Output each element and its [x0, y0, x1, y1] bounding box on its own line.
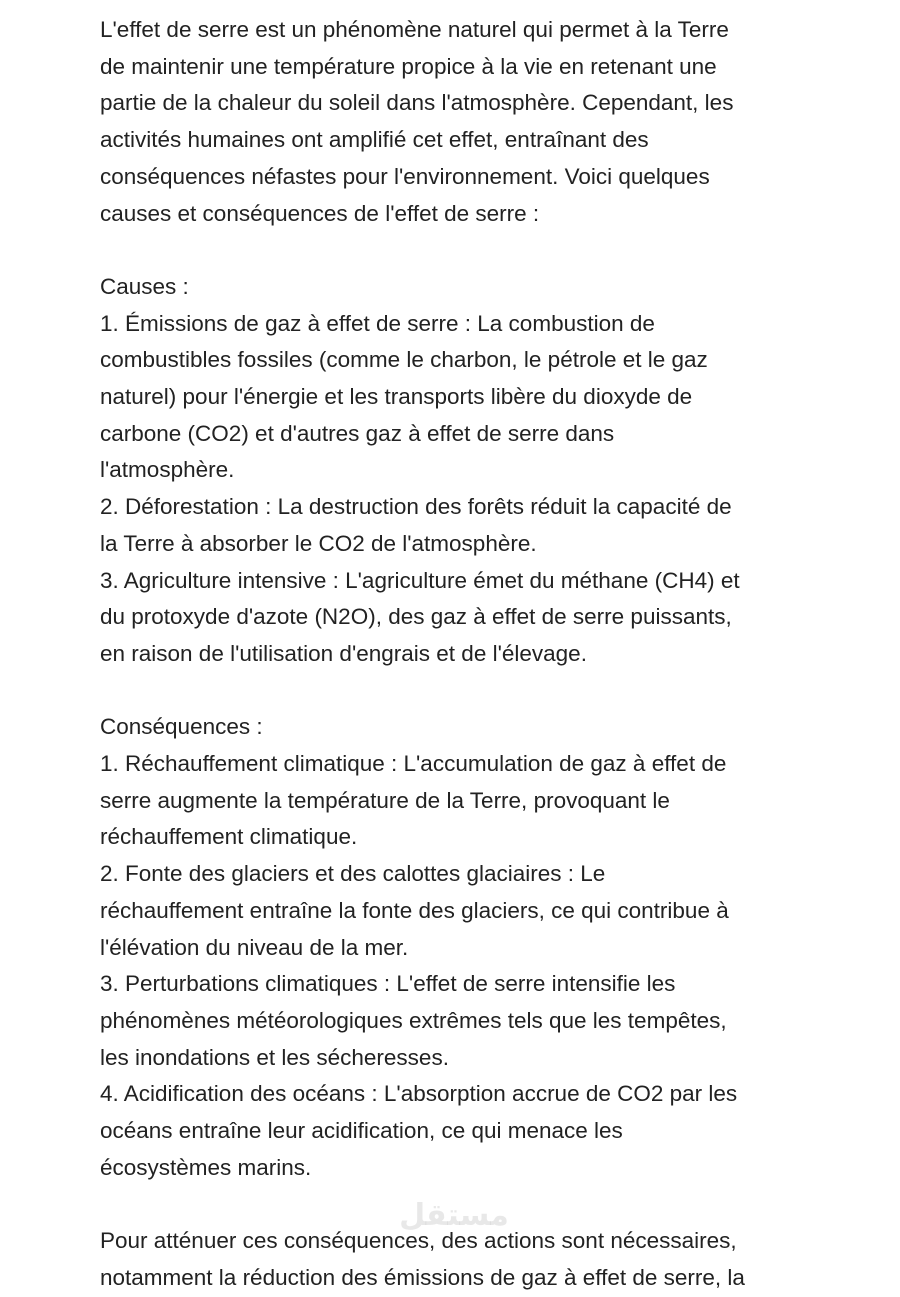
text-line: l'élévation du niveau de la mer.	[100, 934, 409, 960]
causes-heading: Causes :	[100, 273, 189, 299]
causes-section	[100, 269, 820, 673]
text-line: causes et conséquences de l'effet de serre :	[100, 200, 540, 226]
text-line: en raison de l'utilisation d'engrais et de l'élevage.	[100, 640, 587, 666]
text-line: naturel) pour l'énergie et les transports libère du dioxyde de	[100, 384, 693, 410]
text-line: les inondations et les sécheresses.	[100, 1044, 449, 1070]
text-line: phénomènes météorologiques extrêmes tels que les tempêtes,	[100, 1007, 727, 1033]
text-line: 4. Acidification des océans : L'absorption accrue de CO2 par les	[100, 1081, 738, 1107]
text-line: combustibles fossiles (comme le charbon, le pétrole et le gaz	[100, 347, 708, 373]
text-line: 2. Fonte des glaciers et des calottes glaciaires : Le	[100, 861, 606, 887]
text-line: de maintenir une température propice à la vie en retenant une	[100, 53, 717, 79]
text-line: Pour atténuer ces conséquences, des actions sont nécessaires,	[100, 1228, 737, 1254]
consequences-heading: Conséquences :	[100, 714, 263, 740]
watermark-logo: مستقل	[399, 1198, 509, 1233]
text-line: 2. Déforestation : La destruction des forêts réduit la capacité de	[100, 494, 732, 520]
text-line: 1. Réchauffement climatique : L'accumulation de gaz à effet de	[100, 751, 727, 777]
paragraph-spacer	[100, 673, 820, 710]
text-line: réchauffement entraîne la fonte des glaciers, ce qui contribue à	[100, 897, 729, 923]
text-line: conséquences néfastes pour l'environnement. Voici quelques	[100, 163, 710, 189]
text-line: 1. Émissions de gaz à effet de serre : La combustion de	[100, 310, 655, 336]
text-line: carbone (CO2) et d'autres gaz à effet de serre dans	[100, 420, 615, 446]
intro-paragraph	[100, 12, 820, 232]
text-line: serre augmente la température de la Terre, provoquant le	[100, 787, 670, 813]
consequences-section	[100, 709, 820, 1186]
text-line: réchauffement climatique.	[100, 824, 358, 850]
text-line: 3. Perturbations climatiques : L'effet de serre intensifie les	[100, 971, 676, 997]
text-line: partie de la chaleur du soleil dans l'atmosphère. Cependant, les	[100, 90, 734, 116]
text-line: activités humaines ont amplifié cet effet, entraînant des	[100, 127, 649, 153]
text-line: notamment la réduction des émissions de gaz à effet de serre, la	[100, 1264, 745, 1290]
paragraph-spacer	[100, 1186, 820, 1223]
text-line: la Terre à absorber le CO2 de l'atmosphère.	[100, 530, 537, 556]
text-line: L'effet de serre est un phénomène naturel qui permet à la Terre	[100, 17, 729, 42]
text-line: du protoxyde d'azote (N2O), des gaz à effet de serre puissants,	[100, 604, 732, 630]
text-line: l'atmosphère.	[100, 457, 235, 483]
paragraph-spacer	[100, 232, 820, 269]
text-line: 3. Agriculture intensive : L'agriculture émet du méthane (CH4) et	[100, 567, 740, 593]
conclusion-paragraph	[100, 1223, 820, 1296]
document-body	[100, 12, 820, 1297]
text-line: écosystèmes marins.	[100, 1154, 312, 1180]
text-line: océans entraîne leur acidification, ce qui menace les	[100, 1118, 623, 1144]
